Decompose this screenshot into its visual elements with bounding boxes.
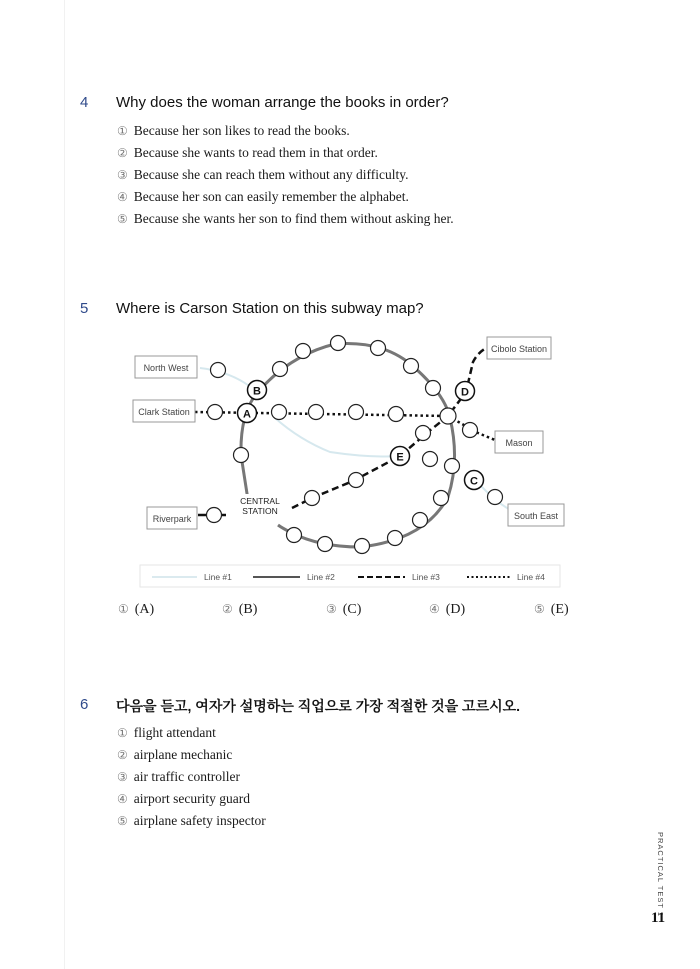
- station-stop: [404, 359, 419, 374]
- option-text: Because her son likes to read the books.: [133, 123, 350, 138]
- station-stop: [211, 363, 226, 378]
- station-stop: [371, 341, 386, 356]
- option-text: air traffic controller: [133, 769, 240, 784]
- page-number: 11: [651, 910, 666, 926]
- option-text: airplane mechanic: [133, 747, 233, 762]
- station-stop: [416, 426, 431, 441]
- option-list: [117, 722, 266, 832]
- question-prompt: Why does the woman arrange the books in order?: [116, 94, 449, 111]
- option-marker: ①: [118, 602, 129, 616]
- station-stop: [389, 407, 404, 422]
- option-marker: ②: [117, 146, 128, 160]
- option-text: (B): [238, 602, 258, 617]
- section-label: PRACTICAL TEST 1: [656, 832, 665, 918]
- station-label: Cibolo Station: [490, 344, 548, 354]
- marker-label: E: [396, 451, 404, 464]
- option-marker: ④: [117, 190, 128, 204]
- option-text: airport security guard: [133, 791, 250, 806]
- station-box-clark: [133, 400, 195, 422]
- option-text: flight attendant: [133, 725, 216, 740]
- station-stop: [234, 448, 249, 463]
- option-text: (D): [445, 602, 466, 617]
- station-stop: [434, 491, 449, 506]
- station-stop: [423, 452, 438, 467]
- station-stop: [296, 344, 311, 359]
- answer-options: [118, 602, 578, 624]
- station-stop: [426, 381, 441, 396]
- station-box-south-east: [508, 504, 564, 526]
- option-5[interactable]: [534, 602, 569, 618]
- station-stop: [355, 539, 370, 554]
- legend-label: Line #4: [517, 572, 545, 582]
- option-marker: ①: [117, 726, 128, 740]
- station-stop: [318, 537, 333, 552]
- option-text: (A): [134, 602, 155, 617]
- station-box-cibolo: [487, 337, 551, 359]
- station-stop: [273, 362, 288, 377]
- option-text: (E): [550, 602, 569, 617]
- option-marker: ①: [117, 124, 128, 138]
- marker-label: D: [461, 386, 469, 399]
- station-label: North West: [143, 363, 189, 373]
- station-stop: [331, 336, 346, 351]
- question-number: 5: [80, 300, 89, 317]
- option-3[interactable]: [326, 602, 361, 618]
- option-marker: ④: [429, 602, 440, 616]
- option-2[interactable]: [117, 744, 266, 766]
- station-stop: [207, 508, 222, 523]
- station-stop: [349, 473, 364, 488]
- station-stop: [463, 423, 478, 438]
- legend-label: Line #1: [204, 572, 232, 582]
- line-3-track: [292, 347, 488, 508]
- option-marker: ⑤: [117, 212, 128, 226]
- option-1[interactable]: [117, 722, 266, 744]
- option-text: (C): [342, 602, 362, 617]
- option-text: Because she wants to read them in that order.: [133, 145, 378, 160]
- option-marker: ⑤: [534, 602, 545, 616]
- marker-a: [238, 404, 257, 423]
- station-label: South East: [513, 511, 559, 521]
- option-1[interactable]: [118, 602, 154, 618]
- question-number: 6: [80, 696, 89, 713]
- station-box-riverpark: [147, 507, 197, 529]
- station-label: Mason: [505, 438, 533, 448]
- station-box-mason: [495, 431, 543, 453]
- option-marker: ③: [117, 770, 128, 784]
- option-marker: ②: [117, 748, 128, 762]
- station-stop: [349, 405, 364, 420]
- map-legend: [140, 565, 560, 587]
- marker-label: B: [253, 385, 261, 398]
- option-marker: ③: [326, 602, 337, 616]
- marker-d: [456, 382, 475, 401]
- central-station-label: STATION: [242, 506, 278, 516]
- central-station-label: CENTRAL: [240, 496, 280, 506]
- station-stop: [445, 459, 460, 474]
- option-3[interactable]: [117, 766, 266, 788]
- legend-label: Line #3: [412, 572, 440, 582]
- option-text: Because she can reach them without any difficulty.: [133, 167, 409, 182]
- marker-e: [391, 447, 410, 466]
- marker-label: C: [470, 475, 478, 488]
- option-text: airplane safety inspector: [133, 813, 266, 828]
- station-stop: [287, 528, 302, 543]
- station-box-north-west: [135, 356, 197, 378]
- question-prompt: 다음을 듣고, 여자가 설명하는 직업으로 가장 적절한 것을 고르시오.: [116, 698, 521, 714]
- station-stop: [488, 490, 503, 505]
- station-stop: [413, 513, 428, 528]
- option-text: Because her son can easily remember the alphabet.: [133, 189, 409, 204]
- option-4[interactable]: [429, 602, 465, 618]
- station-stop: [388, 531, 403, 546]
- station-stops: [207, 336, 503, 554]
- option-marker: ②: [222, 602, 233, 616]
- marker-c: [465, 471, 484, 490]
- option-2[interactable]: [222, 602, 257, 618]
- option-marker: ⑤: [117, 814, 128, 828]
- station-stop: [305, 491, 320, 506]
- station-stop: [440, 408, 456, 424]
- station-label: Clark Station: [138, 407, 190, 417]
- option-marker: ④: [117, 792, 128, 806]
- option-text: Because she wants her son to find them without asking her.: [133, 211, 454, 226]
- marker-label: A: [243, 408, 251, 421]
- option-5[interactable]: [117, 810, 266, 832]
- station-stop: [309, 405, 324, 420]
- station-stop: [208, 405, 223, 420]
- option-4[interactable]: [117, 788, 266, 810]
- question-prompt: Where is Carson Station on this subway map?: [116, 300, 424, 317]
- option-marker: ③: [117, 168, 128, 182]
- station-label: Riverpark: [152, 514, 192, 524]
- station-stop: [272, 405, 287, 420]
- marker-b: [248, 381, 267, 400]
- legend-label: Line #2: [307, 572, 335, 582]
- question-number: 4: [80, 94, 89, 111]
